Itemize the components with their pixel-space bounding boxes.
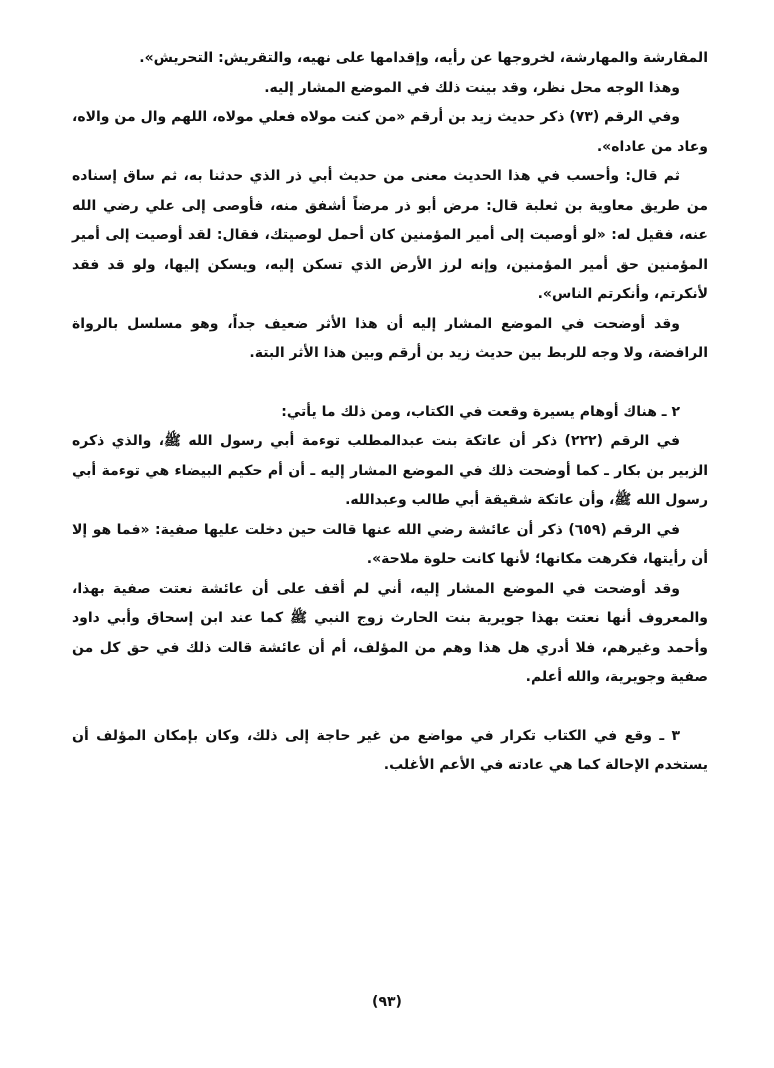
section-gap (72, 693, 708, 722)
paragraph-7: في الرقم (٦٥٩) ذكر أن عائشة رضي الله عنها قالت حين دخلت عليها صفية: «فما هو إلا أن رأيتها، فكرهت مكانها؛ لأنها كانت حلوة ملاحة». (72, 521, 708, 567)
paragraph-8: وقد أوضحت في الموضع المشار إليه، أني لم أقف على أن عائشة نعتت صفية بهذا، والمعروف أنها نعتت بهذا جويرية بنت الحارث زوج النبي ﷺ كما عند ابن إسحاق وأبي داود وأحمد وغيرهم، فلا أدري هل هذا وهم من المؤلف، أم أن عائشة قالت ذلك في حق كل من صفية وجويرية، والله أعلم. (72, 580, 708, 685)
paragraph-3: وفي الرقم (٧٣) ذكر حديث زيد بن أرقم «من كنت مولاه فعلي مولاه، اللهم وال من والاه، وعاد من عاداه». (72, 109, 708, 155)
section-heading-3: ٣ ـ وقع في الكتاب تكرار في مواضع من غير حاجة إلى ذلك، وكان بإمكان المؤلف أن يستخدم الإحالة كما هي عادته في الأعم الأغلب. (72, 727, 708, 773)
body-text (72, 44, 708, 781)
paragraph-5: وقد أوضحت في الموضع المشار إليه أن هذا الأثر ضعيف جداً، وهو مسلسل بالرواة الرافضة، ولا وجه للربط بين حديث زيد بن أرقم وبين هذا الأثر البتة. (72, 315, 708, 361)
section-gap (72, 369, 708, 398)
paragraph-2: وهذا الوجه محل نظر، وقد بينت ذلك في الموضع المشار إليه. (264, 79, 680, 96)
section-heading-2: ٢ ـ هناك أوهام يسيرة وقعت في الكتاب، ومن ذلك ما يأتي: (281, 403, 680, 420)
paragraph-1: المقارشة والمهارشة، لخروجها عن رأيه، وإقدامها على نهيه، والتقريش: التحريش». (139, 50, 708, 66)
page-number: (٩٣) (372, 994, 402, 1010)
paragraph-4: ثم قال: وأحسب في هذا الحديث معنى من حديث أبي ذر الذي حدثنا به، ثم ساق إسناده من طريق معاوية بن ثعلبة قال: مرض أبو ذر مرضاً أشفق منه، فأوصى إلى علي رضي الله عنه، فقيل له: «لو أوصيت إلى أمير المؤمنين كان أحمل لوصيتك، فقال: لقد أوصيت إلى أمير المؤمنين حق أمير المؤمنين، وإنه لرز الأرض الذي تسكن إليه، ويسكن إليها، ولو قد فقد لأنكرتم، وأنكرتم الناس». (72, 168, 708, 302)
paragraph-6: في الرقم (٢٢٢) ذكر أن عاتكة بنت عبدالمطلب توءمة أبي رسول الله ﷺ، والذي ذكره الزبير بن بكار ـ كما أوضحت ذلك في الموضع المشار إليه ـ أن أم حكيم البيضاء هي توءمة أبي رسول الله ﷺ، وأن عاتكة شقيقة أبي طالب وعبدالله. (72, 433, 708, 508)
